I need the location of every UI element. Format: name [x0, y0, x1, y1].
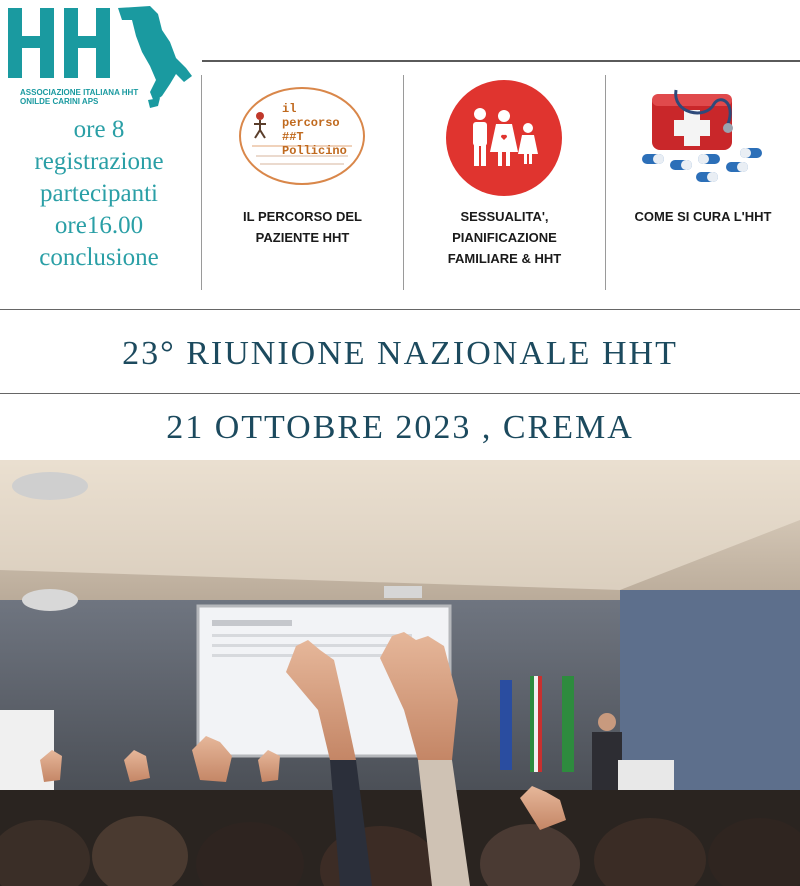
topic-cura-label	[606, 206, 800, 227]
schedule-line1: ore 8	[73, 116, 125, 143]
schedule-line3: partecipanti	[40, 180, 158, 207]
schedule-line4: ore16.00	[54, 212, 144, 239]
title-divider-bottom	[0, 393, 800, 394]
schedule-line2: registrazione	[34, 148, 164, 175]
badge-title1: il percorso	[282, 102, 340, 130]
schedule-text	[0, 114, 198, 274]
conference-hands-raised-photo	[0, 460, 800, 886]
title-divider-top	[0, 309, 800, 310]
topic-percorso-label	[202, 206, 403, 248]
topic-label-line: FAMILIARE & HHT	[447, 251, 562, 266]
topic-label-line: COME SI CURA L'HHT	[634, 209, 772, 224]
event-date-place: 21 OTTOBRE 2023 , CREMA	[166, 409, 634, 446]
event-title: 23° RIUNIONE NAZIONALE HHT	[122, 335, 678, 372]
vertical-divider	[201, 75, 202, 290]
topic-label-line: SESSUALITA',	[460, 209, 549, 224]
badge-title2: ##T Pollicino	[282, 130, 347, 158]
topic-sessualita-label	[404, 206, 605, 269]
medical-kit-icon	[636, 84, 770, 188]
schedule-line5: conclusione	[39, 244, 159, 271]
family-icon	[444, 78, 564, 198]
percorso-pollicino-badge-icon	[238, 86, 366, 186]
topic-label-line: PAZIENTE HHT	[255, 230, 350, 245]
topic-label-line: IL PERCORSO DEL	[243, 209, 362, 224]
logo-line1: ASSOCIAZIONE ITALIANA HHT	[20, 88, 139, 97]
vertical-divider	[605, 75, 606, 290]
logo-line2: ONILDE CARINI APS	[20, 97, 99, 106]
topic-label-line: PIANIFICAZIONE	[452, 230, 557, 245]
top-divider-line	[202, 60, 800, 62]
hht-logo	[0, 0, 200, 114]
